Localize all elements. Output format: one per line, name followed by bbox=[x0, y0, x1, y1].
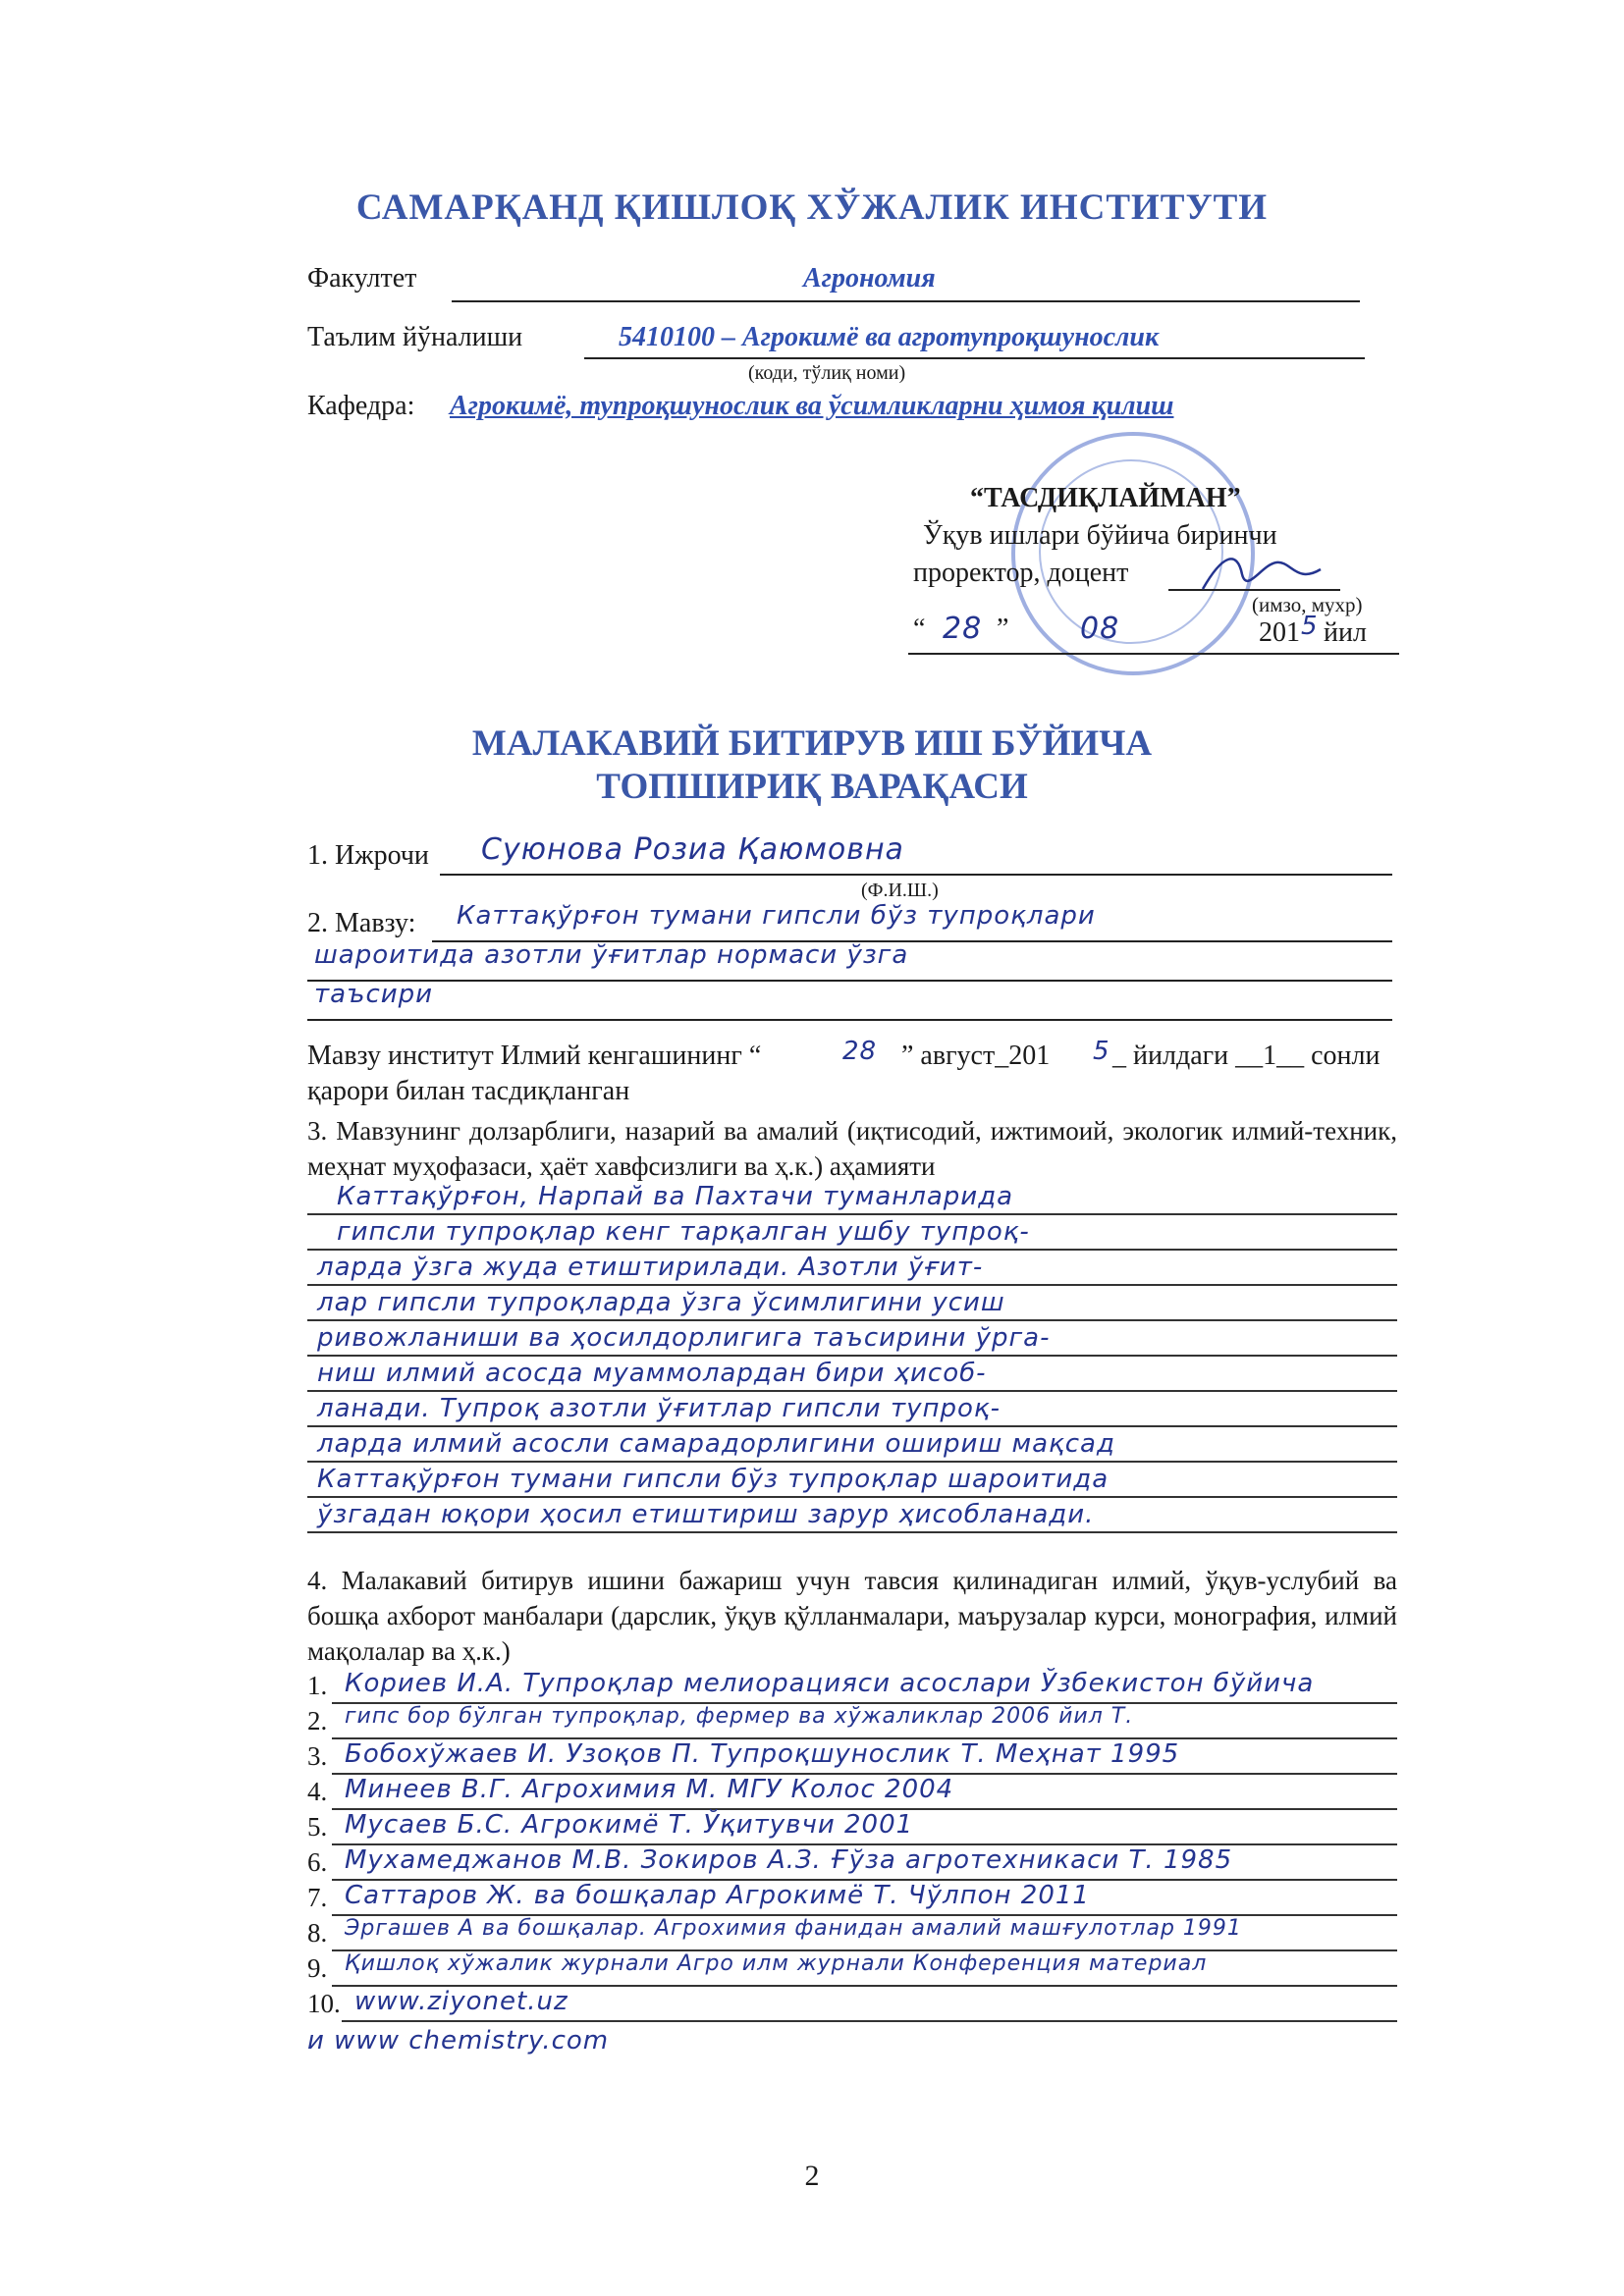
approval-date-row bbox=[913, 614, 1404, 653]
source-text: Эргашев А ва бошқалар. Агрохимия фанидан амалий машғулотлар 1991 bbox=[345, 1916, 1242, 1941]
relevance-rule-9 bbox=[307, 1496, 1397, 1498]
source-item bbox=[307, 1951, 1397, 1987]
direction-hint: (коди, тўлиқ номи) bbox=[748, 362, 906, 384]
source-item bbox=[307, 1987, 1397, 2022]
sources-intro: 4. Малакавий битирув ишини бажариш учун тавсия қилинадиган илмий, ўқув-услубий ва бошқа ахборот манбалари (дарслик, ўқув қўлланмалари, маърузалар курси, монография, илмий мақолалар ва ҳ.к.) bbox=[307, 1566, 1397, 1666]
relevance-rule-1 bbox=[307, 1213, 1397, 1215]
source-text: Минеев В.Г. Агрохимия М. МГУ Колос 2004 bbox=[345, 1775, 954, 1804]
signature-mark bbox=[1198, 545, 1326, 599]
relevance-line-1: Каттақўрғон, Нарпай ва Пахтачи туманларида bbox=[337, 1182, 1014, 1211]
council-year-digit: 5 bbox=[1093, 1037, 1110, 1066]
relevance-intro: 3. Мавзунинг долзарблиги, назарий ва амалий (иқтисодий, ижтимоий, экологик илмий-техник, меҳнат муҳофазаси, ҳаёт хавфсизлиги ва ҳ.к.) аҳамияти bbox=[307, 1116, 1397, 1181]
faculty-underline bbox=[452, 300, 1360, 302]
council-text-c: _ йилдаги __1__ сонли bbox=[1112, 1041, 1380, 1071]
relevance-line-10: ўзгадан юқори ҳосил етиштириш зарур ҳисобланади. bbox=[317, 1500, 1095, 1529]
source-item bbox=[307, 1916, 1397, 1951]
relevance-rule-6 bbox=[307, 1390, 1397, 1392]
relevance-line-3: ларда ўзга жуда етиштирилади. Азотли ўғит- bbox=[317, 1253, 984, 1282]
year-suffix: йил bbox=[1324, 617, 1367, 648]
executor-name: Суюнова Розиа Қаюмовна bbox=[481, 832, 904, 867]
source-text: Қишлоқ хўжалик журнали Агро илм журнали Конференция материал bbox=[345, 1951, 1208, 1976]
source-number: 8. bbox=[307, 1918, 328, 1948]
source-number: 10. bbox=[307, 1989, 341, 2018]
direction-label: Таълим йўналиши bbox=[307, 322, 523, 352]
executor-underline bbox=[440, 874, 1392, 876]
relevance-line-5: ривожланиши ва ҳосилдорлигига таъсирини ўрга- bbox=[317, 1323, 1051, 1353]
source-item bbox=[307, 1704, 1397, 1739]
source-text: гипс бор бўлган тупроқлар, фермер ва хўжаликлар 2006 йил Т. bbox=[345, 1704, 1134, 1729]
relevance-line-9: Каттақўрғон тумани гипсли бўз тупроқлар шароитида bbox=[317, 1465, 1110, 1494]
approval-line2: проректор, доцент bbox=[913, 558, 1129, 588]
council-text-b: ” август_201 bbox=[901, 1041, 1051, 1071]
direction-underline bbox=[584, 357, 1365, 359]
relevance-rule-5 bbox=[307, 1355, 1397, 1357]
doc-title-line2: ТОПШИРИҚ ВАРАҚАСИ bbox=[596, 767, 1028, 807]
topic-underline-3 bbox=[307, 1019, 1392, 1021]
source-number: 3. bbox=[307, 1741, 328, 1771]
relevance-rule-3 bbox=[307, 1284, 1397, 1286]
source-number: 2. bbox=[307, 1706, 328, 1735]
relevance-line-8: ларда илмий асосли самарадорлигини ошириш мақсад bbox=[317, 1429, 1115, 1459]
department-label: Кафедра: bbox=[307, 391, 415, 421]
source-item bbox=[307, 1881, 1397, 1916]
sources-extra: и www chemistry.com bbox=[307, 2026, 610, 2056]
source-text: Мусаев Б.С. Агрокимё Т. Ўқитувчи 2001 bbox=[345, 1810, 914, 1840]
relevance-line-2: гипсли тупроқлар кенг тарқалган ушбу тупроқ- bbox=[337, 1217, 1030, 1247]
source-number: 7. bbox=[307, 1883, 328, 1912]
date-day: 28 bbox=[943, 612, 983, 646]
approval-line1: Ўқув ишлари бўйича биринчи bbox=[923, 520, 1277, 551]
council-row bbox=[307, 1037, 1397, 1076]
relevance-line-4: лар гипсли тупроқларда ўзга ўсимлигини усиш bbox=[317, 1288, 1005, 1317]
year-digit: 5 bbox=[1301, 612, 1319, 641]
relevance-rule-4 bbox=[307, 1319, 1397, 1321]
date-close-quote: ” bbox=[997, 614, 1009, 644]
relevance-rule-8 bbox=[307, 1461, 1397, 1463]
source-text: Бобохўжаев И. Узоқов П. Тупроқшунослик Т. Меҳнат 1995 bbox=[345, 1739, 1180, 1769]
executor-hint: (Ф.И.Ш.) bbox=[861, 880, 939, 901]
source-text: Кориев И.А. Тупроқлар мелиорацияси асослари Ўзбекистон бўйича bbox=[345, 1669, 1315, 1698]
year-prefix: 201 bbox=[1259, 617, 1300, 648]
source-number: 4. bbox=[307, 1777, 328, 1806]
source-text: www.ziyonet.uz bbox=[354, 1987, 568, 2016]
source-rule bbox=[342, 2020, 1397, 2022]
source-item bbox=[307, 1775, 1397, 1810]
faculty-label: Факултет bbox=[307, 263, 417, 294]
topic-underline-2 bbox=[307, 980, 1392, 982]
source-number: 9. bbox=[307, 1953, 328, 1983]
institute-title: САМАРҚАНД ҚИШЛОҚ ХЎЖАЛИК ИНСТИТУТИ bbox=[355, 187, 1269, 228]
executor-label: 1. Ижрочи bbox=[307, 840, 429, 871]
source-number: 6. bbox=[307, 1847, 328, 1877]
source-item bbox=[307, 1845, 1397, 1881]
date-underline bbox=[908, 653, 1399, 655]
relevance-rule-10 bbox=[307, 1531, 1397, 1533]
council-text-d: қарори билан тасдиқланган bbox=[307, 1076, 630, 1106]
page-number: 2 bbox=[804, 2160, 820, 2192]
relevance-text-block bbox=[307, 1178, 1397, 1531]
doc-title-line1: МАЛАКАВИЙ БИТИРУВ ИШ БЎЙИЧА bbox=[471, 723, 1153, 764]
source-item bbox=[307, 1810, 1397, 1845]
topic-line-1: Каттақўрғон тумани гипсли бўз тупроқлари bbox=[457, 901, 1096, 931]
direction-value: 5410100 – Агрокимё ва агротупроқшунослик bbox=[619, 322, 1160, 352]
sources-list bbox=[307, 1669, 1397, 2056]
relevance-line-7: ланади. Тупроқ азотли ўғитлар гипсли тупроқ- bbox=[317, 1394, 1001, 1423]
signature-hint: (имзо, мухр) bbox=[1252, 593, 1363, 616]
date-open-quote: “ bbox=[913, 614, 926, 644]
source-number: 1. bbox=[307, 1671, 328, 1700]
council-day: 28 bbox=[842, 1037, 878, 1066]
relevance-rule-7 bbox=[307, 1425, 1397, 1427]
date-month: 08 bbox=[1080, 612, 1120, 646]
faculty-value: Агрономия bbox=[803, 263, 936, 294]
relevance-rule-2 bbox=[307, 1249, 1397, 1251]
topic-label: 2. Мавзу: bbox=[307, 908, 416, 938]
source-text: Саттаров Ж. ва бошқалар Агрокимё Т. Чўлпон 2011 bbox=[345, 1881, 1090, 1910]
approval-title: “ТАСДИҚЛАЙМАН” bbox=[970, 483, 1241, 513]
source-text: Мухамеджанов М.В. Зокиров А.З. Ғўза агротехникаси Т. 1985 bbox=[345, 1845, 1233, 1875]
source-item bbox=[307, 1669, 1397, 1704]
topic-line-3: таъсири bbox=[314, 980, 434, 1009]
department-value: Агрокимё, тупроқшунослик ва ўсимликларни ҳимоя қилиш bbox=[450, 391, 1174, 421]
council-text-a: Мавзу институт Илмий кенгашининг “ bbox=[307, 1041, 762, 1071]
source-number: 5. bbox=[307, 1812, 328, 1842]
source-item bbox=[307, 1739, 1397, 1775]
relevance-line-6: ниш илмий асосда муаммолардан бири ҳисоб- bbox=[317, 1359, 987, 1388]
topic-line-2: шароитида азотли ўғитлар нормаси ўзга bbox=[314, 940, 909, 970]
